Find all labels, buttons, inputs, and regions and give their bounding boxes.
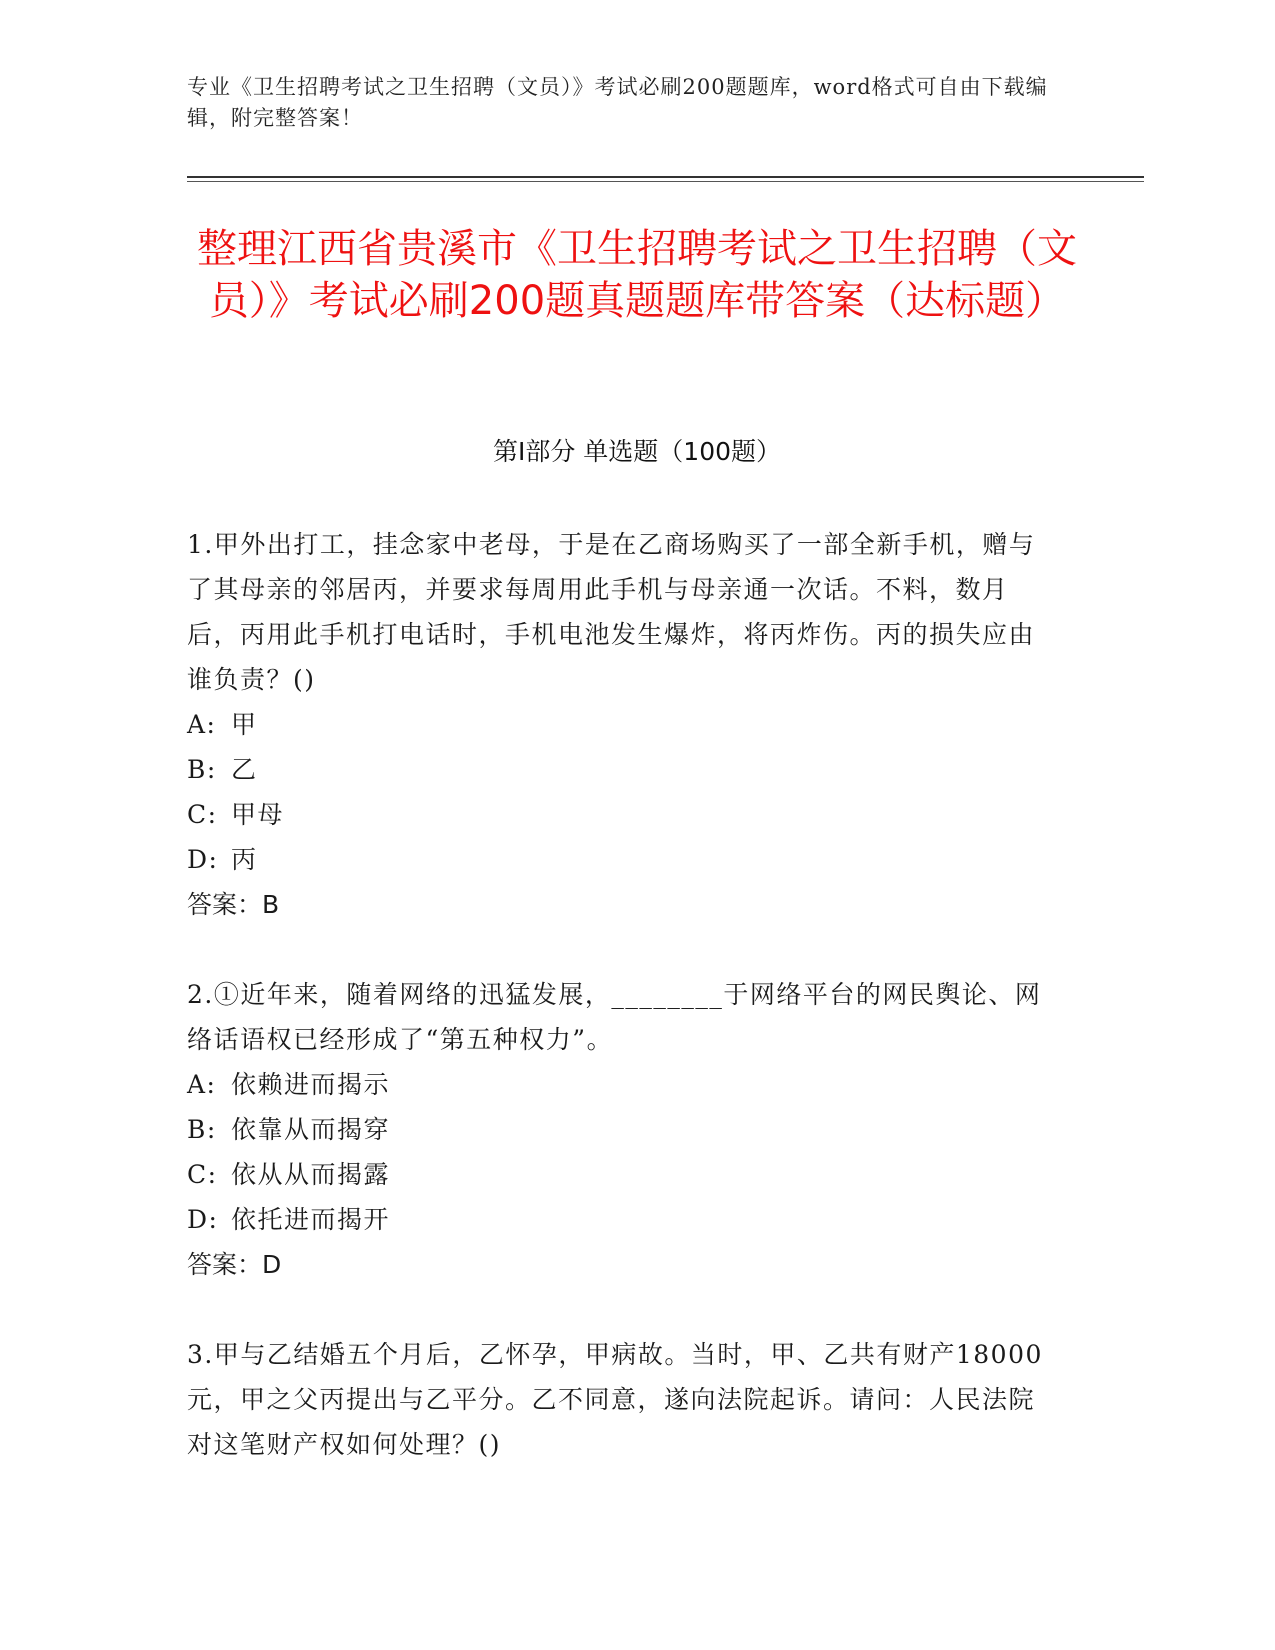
question-option <box>187 702 1057 747</box>
option-key: A: <box>187 710 217 739</box>
question-stem: 2.①近年来，随着网络的迅猛发展，________于网络平台的网民舆论、网络话语权已经形成了“第五种权力”。 <box>187 980 1042 1054</box>
option-key: D: <box>187 845 219 874</box>
option-key: A: <box>187 1070 217 1099</box>
question-option <box>187 1152 1057 1197</box>
question-answer: 答案：D <box>187 1250 282 1279</box>
question-1 <box>187 522 1057 927</box>
question-3 <box>187 1332 1057 1467</box>
option-key: B: <box>187 755 217 784</box>
question-option <box>187 792 1057 837</box>
question-option <box>187 837 1057 882</box>
option-key: D: <box>187 1205 219 1234</box>
question-option <box>187 1197 1057 1242</box>
question-answer: 答案：B <box>187 890 280 919</box>
question-stem: 1.甲外出打工，挂念家中老母，于是在乙商场购买了一部全新手机，赠与了其母亲的邻居丙，并要求每周用此手机与母亲通一次话。不料，数月后，丙用此手机打电话时，手机电池发生爆炸，将丙炸伤。丙的损失应由谁负责？() <box>187 530 1036 694</box>
option-text: 依托进而揭开 <box>231 1205 391 1234</box>
question-option <box>187 747 1057 792</box>
question-2 <box>187 972 1057 1287</box>
option-key: C: <box>187 1160 218 1189</box>
header-divider-thick <box>187 176 1144 178</box>
option-key: B: <box>187 1115 217 1144</box>
option-text: 依靠从而揭穿 <box>231 1115 391 1144</box>
header-divider-thin <box>187 181 1144 182</box>
question-stem: 3.甲与乙结婚五个月后，乙怀孕，甲病故。当时，甲、乙共有财产18000元，甲之父丙提出与乙平分。乙不同意，遂向法院起诉。请问：人民法院对这笔财产权如何处理？() <box>187 1340 1043 1459</box>
option-text: 依从从而揭露 <box>231 1160 391 1189</box>
document-title: 整理江西省贵溪市《卫生招聘考试之卫生招聘（文员）》考试必刷200题真题题库带答案（达标题） <box>197 226 1077 324</box>
option-text: 甲母 <box>231 800 285 829</box>
question-list <box>187 522 1057 1512</box>
section-heading: 第Ⅰ部分 单选题（100题） <box>492 437 782 466</box>
option-text: 丙 <box>231 845 258 874</box>
question-option <box>187 1107 1057 1152</box>
option-text: 甲 <box>231 710 258 739</box>
header-note: 专业《卫生招聘考试之卫生招聘（文员）》考试必刷200题题库，word格式可自由下载编辑，附完整答案！ <box>187 75 1048 130</box>
option-text: 乙 <box>231 755 258 784</box>
option-text: 依赖进而揭示 <box>231 1070 391 1099</box>
option-key: C: <box>187 800 218 829</box>
question-option <box>187 1062 1057 1107</box>
